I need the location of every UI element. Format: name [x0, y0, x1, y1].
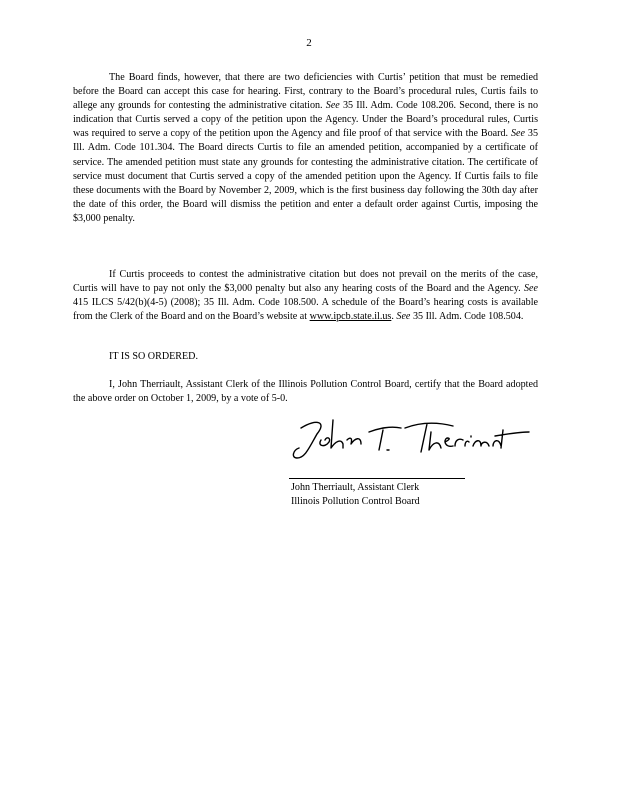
- text: The Board finds, however, that there are two deficiencies with Curtis’ petition that must be remedied before the Board can accept this case for hearing. First, contrary to the Board’s procedural rules, Curtis fails to allege any grounds for contesting the administrative citation.: [73, 72, 538, 112]
- see-citation: See: [396, 311, 411, 323]
- see-citation: See: [325, 100, 340, 112]
- text: 35 Ill. Adm. Code 101.304. The Board directs Curtis to file an amended petition, accompanied by a certificate of service. The amended petition must state any grounds for contesting the administrative citation. The certificate of service must document that Curtis served a copy of the amended petition upon the Agency. If Curtis fails to file these documents with the Board by November 2, 2009, which is the first business day following the 30th day after the date of this order, the Board will dismiss the petition and enter a default order against Curtis, imposing the $3,000 penalty.: [73, 128, 538, 224]
- handwritten-signature: [287, 414, 537, 466]
- page-number: 2: [306, 37, 312, 49]
- see-citation: See: [510, 128, 525, 140]
- website-link[interactable]: www.ipcb.state.il.us: [309, 311, 392, 323]
- text: 35 Ill. Adm. Code 108.504.: [410, 311, 524, 323]
- signature-line: [289, 478, 465, 479]
- certification-text: I, John Therriault, Assistant Clerk of the Illinois Pollution Control Board, certify that the Board adopted the above order on October 1, 2009, by a vote of 5-0.: [73, 379, 538, 405]
- signer-organization: Illinois Pollution Control Board: [291, 495, 420, 507]
- see-citation: See: [523, 283, 538, 295]
- paragraph-findings: [73, 71, 538, 226]
- paragraph-costs: [73, 268, 538, 324]
- ordered-text: IT IS SO ORDERED.: [109, 351, 198, 362]
- text: 35 Ill. Adm. Code 108.206. Second, there is no indication that Curtis served a copy of the petition upon the Agency. Under the Board’s procedural rules, Curtis was required to serve a copy of the petition upon the Agency and file proof of that service with the Board.: [73, 100, 539, 140]
- text: 415 ILCS 5/42(b)(4-5) (2008); 35 Ill. Adm. Code 108.500. A schedule of the Board’s hearing costs is available from the Clerk of the Board and on the Board’s website at: [73, 297, 538, 323]
- signature-block: [291, 481, 420, 508]
- certification-paragraph: [73, 378, 538, 406]
- text: If Curtis proceeds to contest the administrative citation but does not prevail on the merits of the case, Curtis will have to pay not only the $3,000 penalty but also any hearing costs of the Board and the Agency.: [73, 269, 538, 295]
- text: .: [391, 311, 397, 323]
- ordered-statement: [73, 350, 538, 364]
- signer-name: John Therriault, Assistant Clerk: [291, 482, 420, 493]
